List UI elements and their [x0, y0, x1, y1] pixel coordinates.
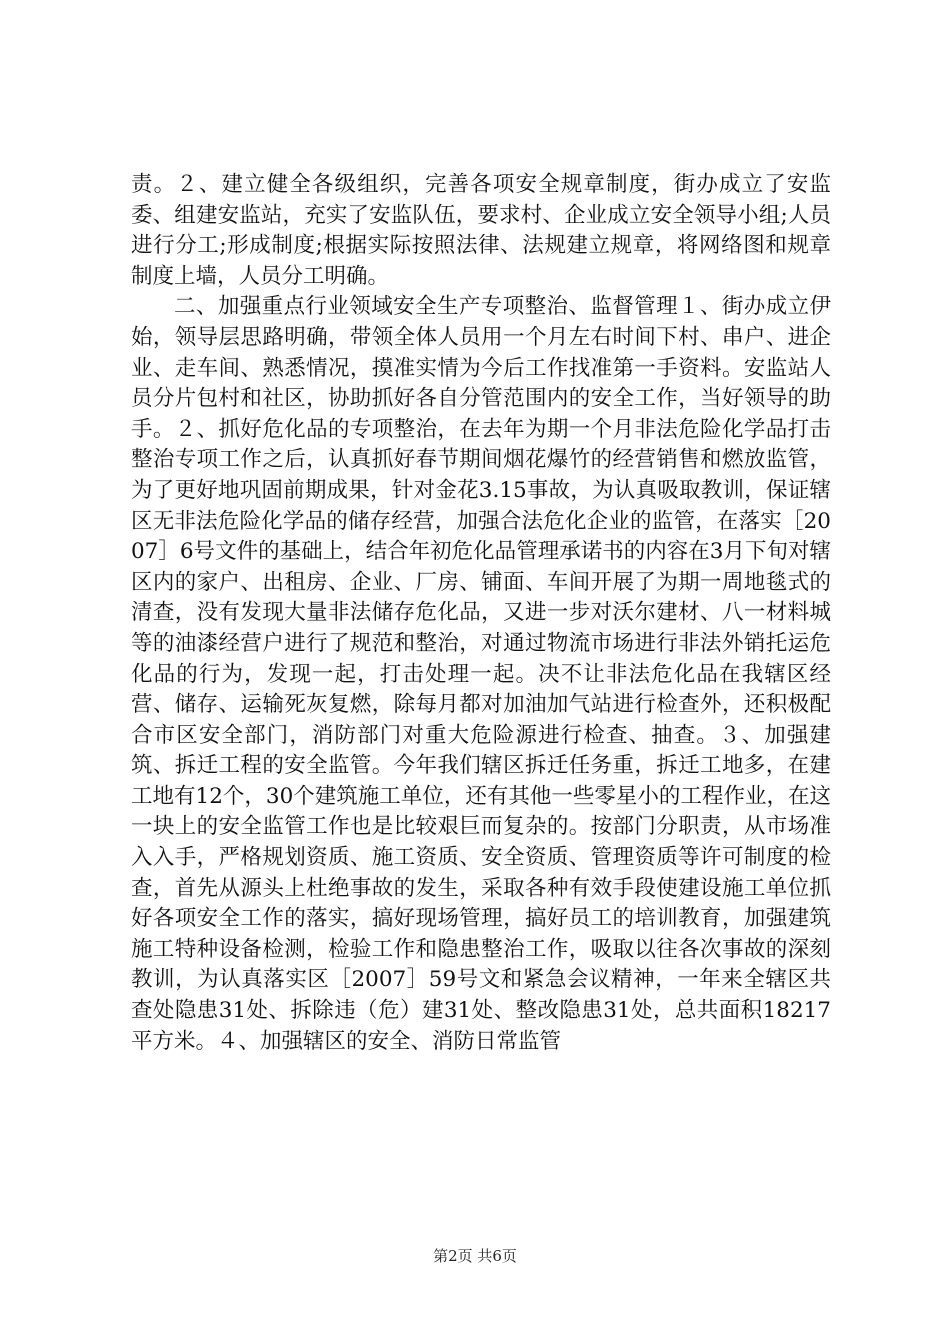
page-footer — [0, 1246, 950, 1266]
paragraph-1: 责。２、建立健全各级组织，完善各项安全规章制度，街办成立了安监委、组建安监站，充实了安监队伍，要求村、企业成立安全领导小组;人员进行分工;形成制度;根据实际按照法律、法规建立规章，将网络图和规章制度上墙，人员分工明确。 — [131, 172, 831, 289]
document-body — [131, 170, 831, 1057]
paragraph-2: 二、加强重点行业领域安全生产专项整治、监督管理１、街办成立伊始，领导层思路明确，带领全体人员用一个月左右时间下村、串户、进企业、走车间、熟悉情况，摸准实情为今后工作找准第一手资料。安监站人员分片包村和社区，协助抓好各自分管范围内的安全工作，当好领导的助手。２、抓好危化品的专项整治，在去年为期一个月非法危险化学品打击整治专项工作之后，认真抓好春节期间烟花爆竹的经营销售和燃放监管，为了更好地巩固前期成果，针对金花3.15事故，为认真吸取教训，保证辖区无非法危险化学品的储存经营，加强合法危化企业的监管，在落实［2007］6号文件的基础上，结合年初危化品管理承诺书的内容在3月下旬对辖区内的家户、出租房、企业、厂房、铺面、车间开展了为期一周地毯式的清查，没有发现大量非法储存危化品，又进一步对沃尔建材、八一材料城等的油漆经营户进行了规范和整治，对通过物流市场进行非法外销托运危化品的行为，发现一起，打击处理一起。决不让非法危化品在我辖区经营、储存、运输死灰复燃，除每月都对加油加气站进行检查外，还积极配合市区安全部门，消防部门对重大危险源进行检查、抽查。３、加强建筑、拆迁工程的安全监管。今年我们辖区拆迁任务重，拆迁工地多，在建工地有12个，30个建筑施工单位，还有其他一些零星小的工程作业，在这一块上的安全监管工作也是比较艰巨而复杂的。按部门分职责，从市场准入入手，严格规划资质、施工资质、安全资质、管理资质等许可制度的检查，首先从源头上杜绝事故的发生，采取各种有效手段使建设施工单位抓好各项安全工作的落实，搞好现场管理，搞好员工的培训教育，加强建筑施工特种设备检测，检验工作和隐患整治工作，吸取以往各次事故的深刻教训，为认真落实区［2007］59号文和紧急会议精神，一年来全辖区共查处隐患31处、拆除违（危）建31处、整改隐患31处，总共面积18217平方米。４、加强辖区的安全、消防日常监管 — [131, 294, 831, 1054]
page-number: 第2页 共6页 — [433, 1247, 517, 1265]
